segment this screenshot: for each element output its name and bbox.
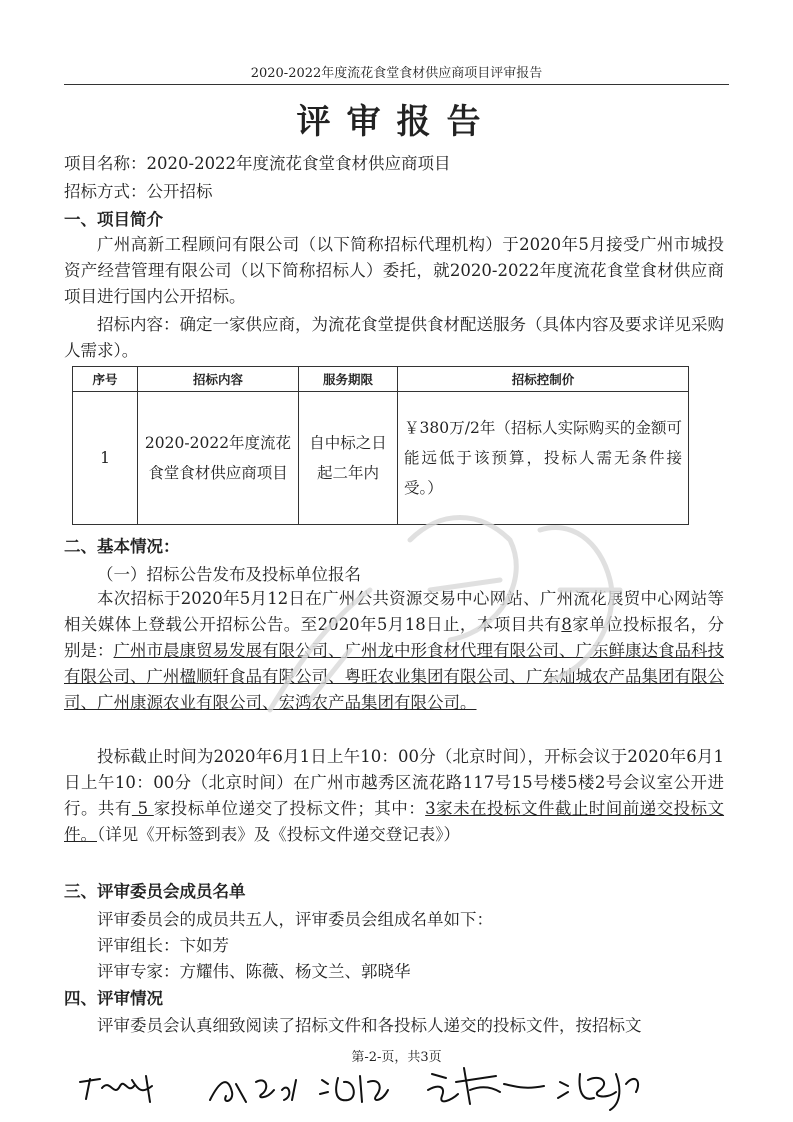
committee-leader: 评审组长：卞如芳	[97, 936, 229, 955]
signature-1	[80, 1076, 152, 1102]
cell-no: 1	[73, 392, 138, 525]
section-2-heading: 二、基本情况：	[64, 537, 180, 556]
section-3-heading: 三、评审委员会成员名单	[64, 882, 246, 901]
late-submission-note: 3家未在投标文件截止时间前递交投标文件。	[64, 799, 725, 844]
bid-table	[72, 366, 689, 525]
section-2-para-2: 投标截止时间为2020年6月1日上午10：00分（北京时间），开标会议于2020年6月1日上午10：00分（北京时间）在广州市越秀区流花路117号15号楼5楼2号会议室公开进行。共有 5 家投标单位递交了投标文件；其中：3家未在投标文件截止时间前递交投标文件。（详见《开标签到表》及《投标文件递交登记表》）	[64, 747, 725, 844]
section-1-para-2: 招标内容：确定一家供应商，为流花食堂提供食材配送服务（具体内容及要求详见采购人需求）。	[64, 315, 724, 360]
submitter-count: 5	[131, 799, 154, 818]
section-1-para-1: 广州高新工程顾问有限公司（以下简称招标代理机构）于2020年5月接受广州市城投资产经营管理有限公司（以下简称招标人）委托，就2020-2022年度流花食堂食材供应商项目进行国内公开招标。	[64, 235, 724, 306]
section-4-line-1: 评审委员会认真细致阅读了招标文件和各投标人递交的投标文件，按招标文	[97, 1016, 642, 1035]
table-row	[73, 392, 689, 525]
committee-experts: 评审专家：方耀伟、陈薇、杨文兰、郭晓华	[97, 962, 411, 981]
signature-4	[428, 1068, 544, 1104]
bid-method: 招标方式：公开招标	[64, 182, 213, 201]
col-header-no: 序号	[73, 367, 138, 392]
cell-price: ￥380万/2年（招标人实际购买的金额可能远低于该预算，投标人需无条件接受。）	[398, 392, 689, 525]
committee-intro: 评审委员会的成员共五人，评审委员会组成名单如下：	[97, 910, 493, 929]
section-2-subheading: （一）招标公告发布及投标单位报名	[97, 565, 361, 584]
page-number: 第-2-页，共3页	[351, 1050, 442, 1065]
signature-5	[558, 1074, 638, 1110]
col-header-period: 服务期限	[299, 367, 398, 392]
report-title: 评审报告	[296, 102, 497, 142]
project-name: 项目名称：2020-2022年度流花食堂食材供应商项目	[64, 154, 451, 173]
section-2-para-1: 本次招标于2020年5月12日在广州公共资源交易中心网站、广州流花展贸中心网站等相关媒体上登载公开招标公告。至2020年5月18日止，本项目共有8家单位投标报名，分别是：广州市晨康贸易发展有限公司、广州龙中形食材代理有限公司、广东鲜康达食品科技有限公司、广州楹顺轩食品有限公司、粤旺农业集团有限公司、广东灿城农产品集团有限公司、广州康源农业有限公司、宏鸿农产品集团有限公司。	[64, 589, 724, 712]
signature-3	[320, 1076, 388, 1102]
section-1-heading: 一、项目简介	[64, 210, 163, 229]
section-4-heading: 四、评审情况	[64, 989, 163, 1008]
cell-content: 2020-2022年度流花食堂食材供应商项目	[138, 392, 299, 525]
col-header-price: 招标控制价	[398, 367, 689, 392]
registrant-list: 广州市晨康贸易发展有限公司、广州龙中形食材代理有限公司、广东鲜康达食品科技有限公司、广州楹顺轩食品有限公司、粤旺农业集团有限公司、广东灿城农产品集团有限公司、广州康源农业有限公司、宏鸿农产品集团有限公司。	[64, 641, 724, 712]
page-header: 2020-2022年度流花食堂食材供应商项目评审报告	[64, 62, 729, 85]
cell-period: 自中标之日起二年内	[299, 392, 398, 525]
signatures	[60, 1060, 740, 1120]
col-header-content: 招标内容	[138, 367, 299, 392]
registrant-count: 8	[561, 615, 572, 634]
signature-2	[210, 1080, 296, 1102]
